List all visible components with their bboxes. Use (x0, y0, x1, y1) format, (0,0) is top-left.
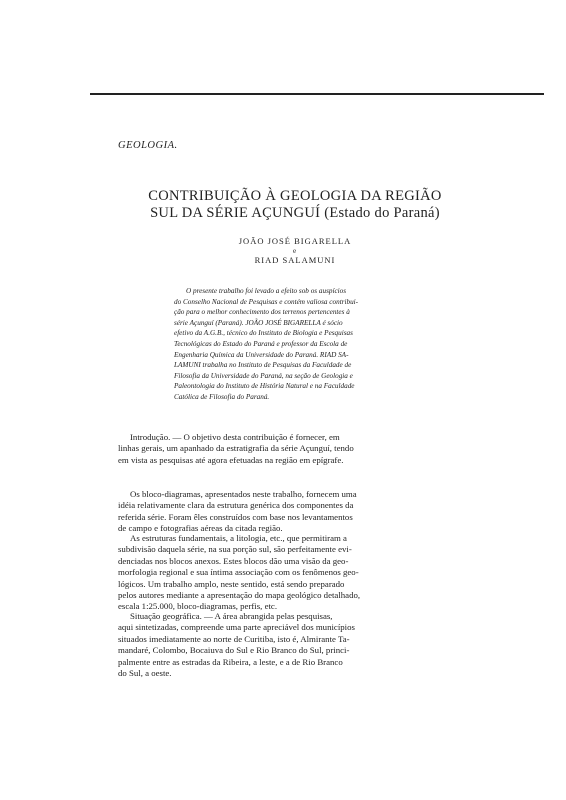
section-label: GEOLOGIA. (118, 140, 178, 151)
paragraph-line: As estruturas fundamentais, a litologia, etc., que permitiram a (130, 533, 347, 543)
paragraph-line: mandaré, Colombo, Bocaiuva do Sul e Rio Branco do Sul, princi- (118, 645, 350, 656)
paragraph-line: escala 1:25.000, bloco-diagramas, perfis, etc. (118, 601, 278, 612)
top-rule (90, 93, 544, 95)
abstract-line: efetivo da A.G.B., técnico do Instituto de Biologia e Pesquisas (174, 329, 353, 338)
paragraph-line: lógicos. Um trabalho amplo, neste sentido, está sendo preparado (118, 578, 345, 589)
paragraph-line: referida série. Foram êles construídos com base nos levantamentos (118, 511, 353, 522)
abstract-line: série Açunguí (Paraná). JOÃO JOSÉ BIGARELLA é sócio (174, 318, 343, 327)
paragraph-line: morfologia regional e sua íntima associação com os fenômenos geo- (118, 567, 359, 578)
author-conjunction: e (292, 247, 298, 255)
paragraph-line: Os bloco-diagramas, apresentados neste trabalho, fornecem uma (130, 489, 357, 499)
paragraph-introduction (118, 432, 450, 466)
paragraph-geographic-situation (118, 611, 450, 679)
abstract-line: O presente trabalho foi levado a efeito sob os auspícios (186, 287, 347, 295)
author-name: RIAD SALAMUNI (254, 255, 336, 265)
abstract-line: Engenharia Química da Universidade do Paraná. RIAD SA- (174, 350, 349, 359)
abstract (174, 286, 494, 403)
paragraph-line: subdivisão daquela série, na sua porção sul, são perfeitamente evi- (118, 544, 352, 555)
author-name: JOÃO JOSÉ BIGARELLA (238, 236, 352, 246)
paragraph-structures (118, 533, 450, 613)
abstract-line: Paleontologia do Instituto de História Natural e na Faculdade (174, 382, 355, 391)
abstract-line: Filosofia da Universidade do Paraná, na seção de Geologia e (174, 371, 353, 380)
abstract-line: LAMUNI trabalha no Instituto de Pesquisas da Faculdade de (174, 361, 352, 370)
paragraph-line: situados imediatamente ao norte de Curitiba, isto é, Almirante Ta- (118, 633, 350, 644)
abstract-line: Católica de Filosofia do Paraná. (174, 392, 270, 401)
paragraph-line: palmente entre as estradas da Ribeira, a leste, e a de Rio Branco (118, 656, 343, 667)
paragraph-line: pelos autores mediante a apresentação do mapa geológico detalhado, (118, 590, 361, 601)
authors (120, 236, 470, 266)
article-title (100, 188, 490, 222)
title-line: CONTRIBUIÇÃO À GEOLOGIA DA REGIÃO (148, 188, 442, 204)
paragraph-line: idéia relativamente clara da estrutura genérica dos componentes da (118, 500, 354, 511)
abstract-line: do Conselho Nacional de Pesquisas e contém valiosa contribui- (174, 297, 359, 306)
paragraph-block-diagrams (118, 489, 450, 535)
paragraph-line: aqui sintetizadas, compreende uma parte apreciável dos municípios (118, 622, 355, 633)
paragraph-line: do Sul, a oeste. (118, 668, 172, 679)
title-line: SUL DA SÉRIE AÇUNGUÍ (Estado do Paraná) (150, 205, 440, 221)
paragraph-line: de campo e fotografias aéreas da citada região. (118, 523, 283, 534)
paragraph-line: em vista as pesquisas até agora efetuadas na região em epígrafe. (118, 454, 344, 465)
paragraph-line: linhas gerais, um apanhado da estratigrafia da série Açunguí, tendo (118, 443, 354, 454)
paragraph-line: Introdução. — O objetivo desta contribuição é fornecer, em (130, 432, 340, 442)
abstract-line: Tecnológicas do Estado do Paraná e professor da Escola de (174, 339, 348, 348)
paragraph-line: Situação geográfica. — A área abrangida pelas pesquisas, (130, 611, 333, 621)
abstract-line: ção para o melhor conhecimento dos terrenos pertencentes à (174, 308, 350, 317)
paragraph-line: denciadas nos blocos anexos. Estes blocos dão uma visão da geo- (118, 555, 349, 566)
